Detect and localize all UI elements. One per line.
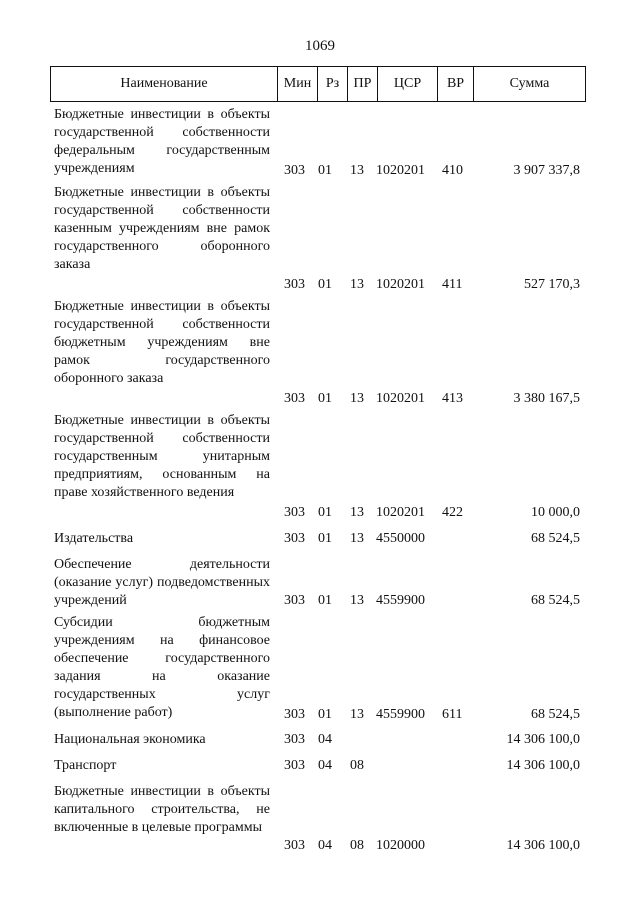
row-vr: 410	[442, 163, 463, 178]
column-header-pr: ПР	[347, 67, 377, 101]
row-vr	[442, 731, 472, 749]
row-sum: 14 306 100,0	[506, 732, 580, 747]
row-sum: 3 907 337,8	[513, 163, 580, 178]
column-header-vr: ВР	[437, 67, 473, 101]
table-row	[50, 412, 586, 522]
row-pr	[350, 731, 370, 749]
table-row	[50, 783, 586, 855]
row-vr: 411	[442, 277, 463, 292]
column-header-sum: Сумма	[473, 67, 585, 101]
row-vr	[442, 592, 472, 610]
row-sum: 527 170,3	[524, 277, 580, 292]
row-pr: 13	[350, 531, 364, 546]
row-min: 303	[284, 707, 305, 722]
table-row	[50, 556, 586, 610]
row-name: Бюджетные инвестиции в объекты государственной собственности государственным унитарным предприятиям, основанным на праве хозяйственного ведения	[54, 413, 270, 500]
table-row	[50, 614, 586, 724]
row-vr: 422	[442, 505, 463, 520]
row-rz: 01	[318, 391, 332, 406]
row-min: 303	[284, 277, 305, 292]
row-rz: 04	[318, 758, 332, 773]
row-csr: 1020201	[376, 505, 425, 520]
row-pr: 13	[350, 707, 364, 722]
column-header-name: Наименование	[120, 76, 208, 91]
row-rz: 01	[318, 707, 332, 722]
row-rz: 01	[318, 593, 332, 608]
row-name: Бюджетные инвестиции в объекты государственной собственности федеральным государственным учреждениям	[54, 107, 270, 176]
row-csr: 1020201	[376, 163, 425, 178]
row-vr: 413	[442, 391, 463, 406]
row-csr	[376, 757, 436, 775]
row-sum: 10 000,0	[531, 505, 580, 520]
row-csr: 4550000	[376, 531, 425, 546]
row-pr: 08	[350, 838, 364, 853]
row-rz: 01	[318, 277, 332, 292]
row-sum: 68 524,5	[531, 707, 580, 722]
table-row	[50, 530, 586, 548]
row-sum: 68 524,5	[531, 531, 580, 546]
row-vr	[442, 757, 472, 775]
table-row	[50, 757, 586, 775]
row-sum: 68 524,5	[531, 593, 580, 608]
row-pr: 13	[350, 163, 364, 178]
table-row	[50, 184, 586, 294]
row-pr: 13	[350, 277, 364, 292]
row-pr: 13	[350, 505, 364, 520]
row-name: Издательства	[54, 531, 134, 546]
row-pr: 13	[350, 593, 364, 608]
row-name: Обеспечение деятельности (оказание услуг) подведомственных учреждений	[54, 557, 270, 608]
row-csr: 1020201	[376, 391, 425, 406]
row-min: 303	[284, 531, 305, 546]
table-header	[50, 66, 586, 102]
row-rz: 04	[318, 838, 332, 853]
row-rz: 04	[318, 732, 332, 747]
row-rz: 01	[318, 531, 332, 546]
table-body	[50, 106, 586, 855]
row-sum: 3 380 167,5	[513, 391, 580, 406]
row-name: Бюджетные инвестиции в объекты государственной собственности казенным учреждениям вне рамок государственного оборонного заказа	[54, 185, 270, 272]
row-min: 303	[284, 593, 305, 608]
row-rz: 01	[318, 163, 332, 178]
row-name: Бюджетные инвестиции в объекты государственной собственности бюджетным учреждениям вне рамок государственного оборонного заказа	[54, 299, 270, 386]
table-row	[50, 298, 586, 408]
row-vr	[442, 837, 472, 855]
row-sum: 14 306 100,0	[506, 758, 580, 773]
table-row	[50, 731, 586, 749]
row-csr: 4559900	[376, 707, 425, 722]
row-min: 303	[284, 732, 305, 747]
row-rz: 01	[318, 505, 332, 520]
row-pr: 08	[350, 758, 364, 773]
column-header-csr: ЦСР	[377, 67, 437, 101]
row-min: 303	[284, 838, 305, 853]
row-sum: 14 306 100,0	[506, 838, 580, 853]
row-min: 303	[284, 391, 305, 406]
page-number: 1069	[305, 38, 335, 54]
row-pr: 13	[350, 391, 364, 406]
row-csr: 1020201	[376, 277, 425, 292]
row-min: 303	[284, 163, 305, 178]
row-csr: 1020000	[376, 838, 425, 853]
row-name: Бюджетные инвестиции в объекты капитального строительства, не включенные в целевые программы	[54, 784, 270, 835]
row-csr	[376, 731, 436, 749]
column-header-rz: Рз	[317, 67, 347, 101]
column-header-min: Мин	[277, 67, 317, 101]
row-name: Субсидии бюджетным учреждениям на финансовое обеспечение государственного задания на оказание государственных услуг (выполнение работ)	[54, 615, 270, 720]
row-name: Транспорт	[54, 758, 117, 773]
row-name: Национальная экономика	[54, 732, 206, 747]
row-vr: 611	[442, 707, 463, 722]
row-vr	[442, 530, 472, 548]
row-min: 303	[284, 758, 305, 773]
table-row	[50, 106, 586, 180]
row-csr: 4559900	[376, 593, 425, 608]
row-min: 303	[284, 505, 305, 520]
